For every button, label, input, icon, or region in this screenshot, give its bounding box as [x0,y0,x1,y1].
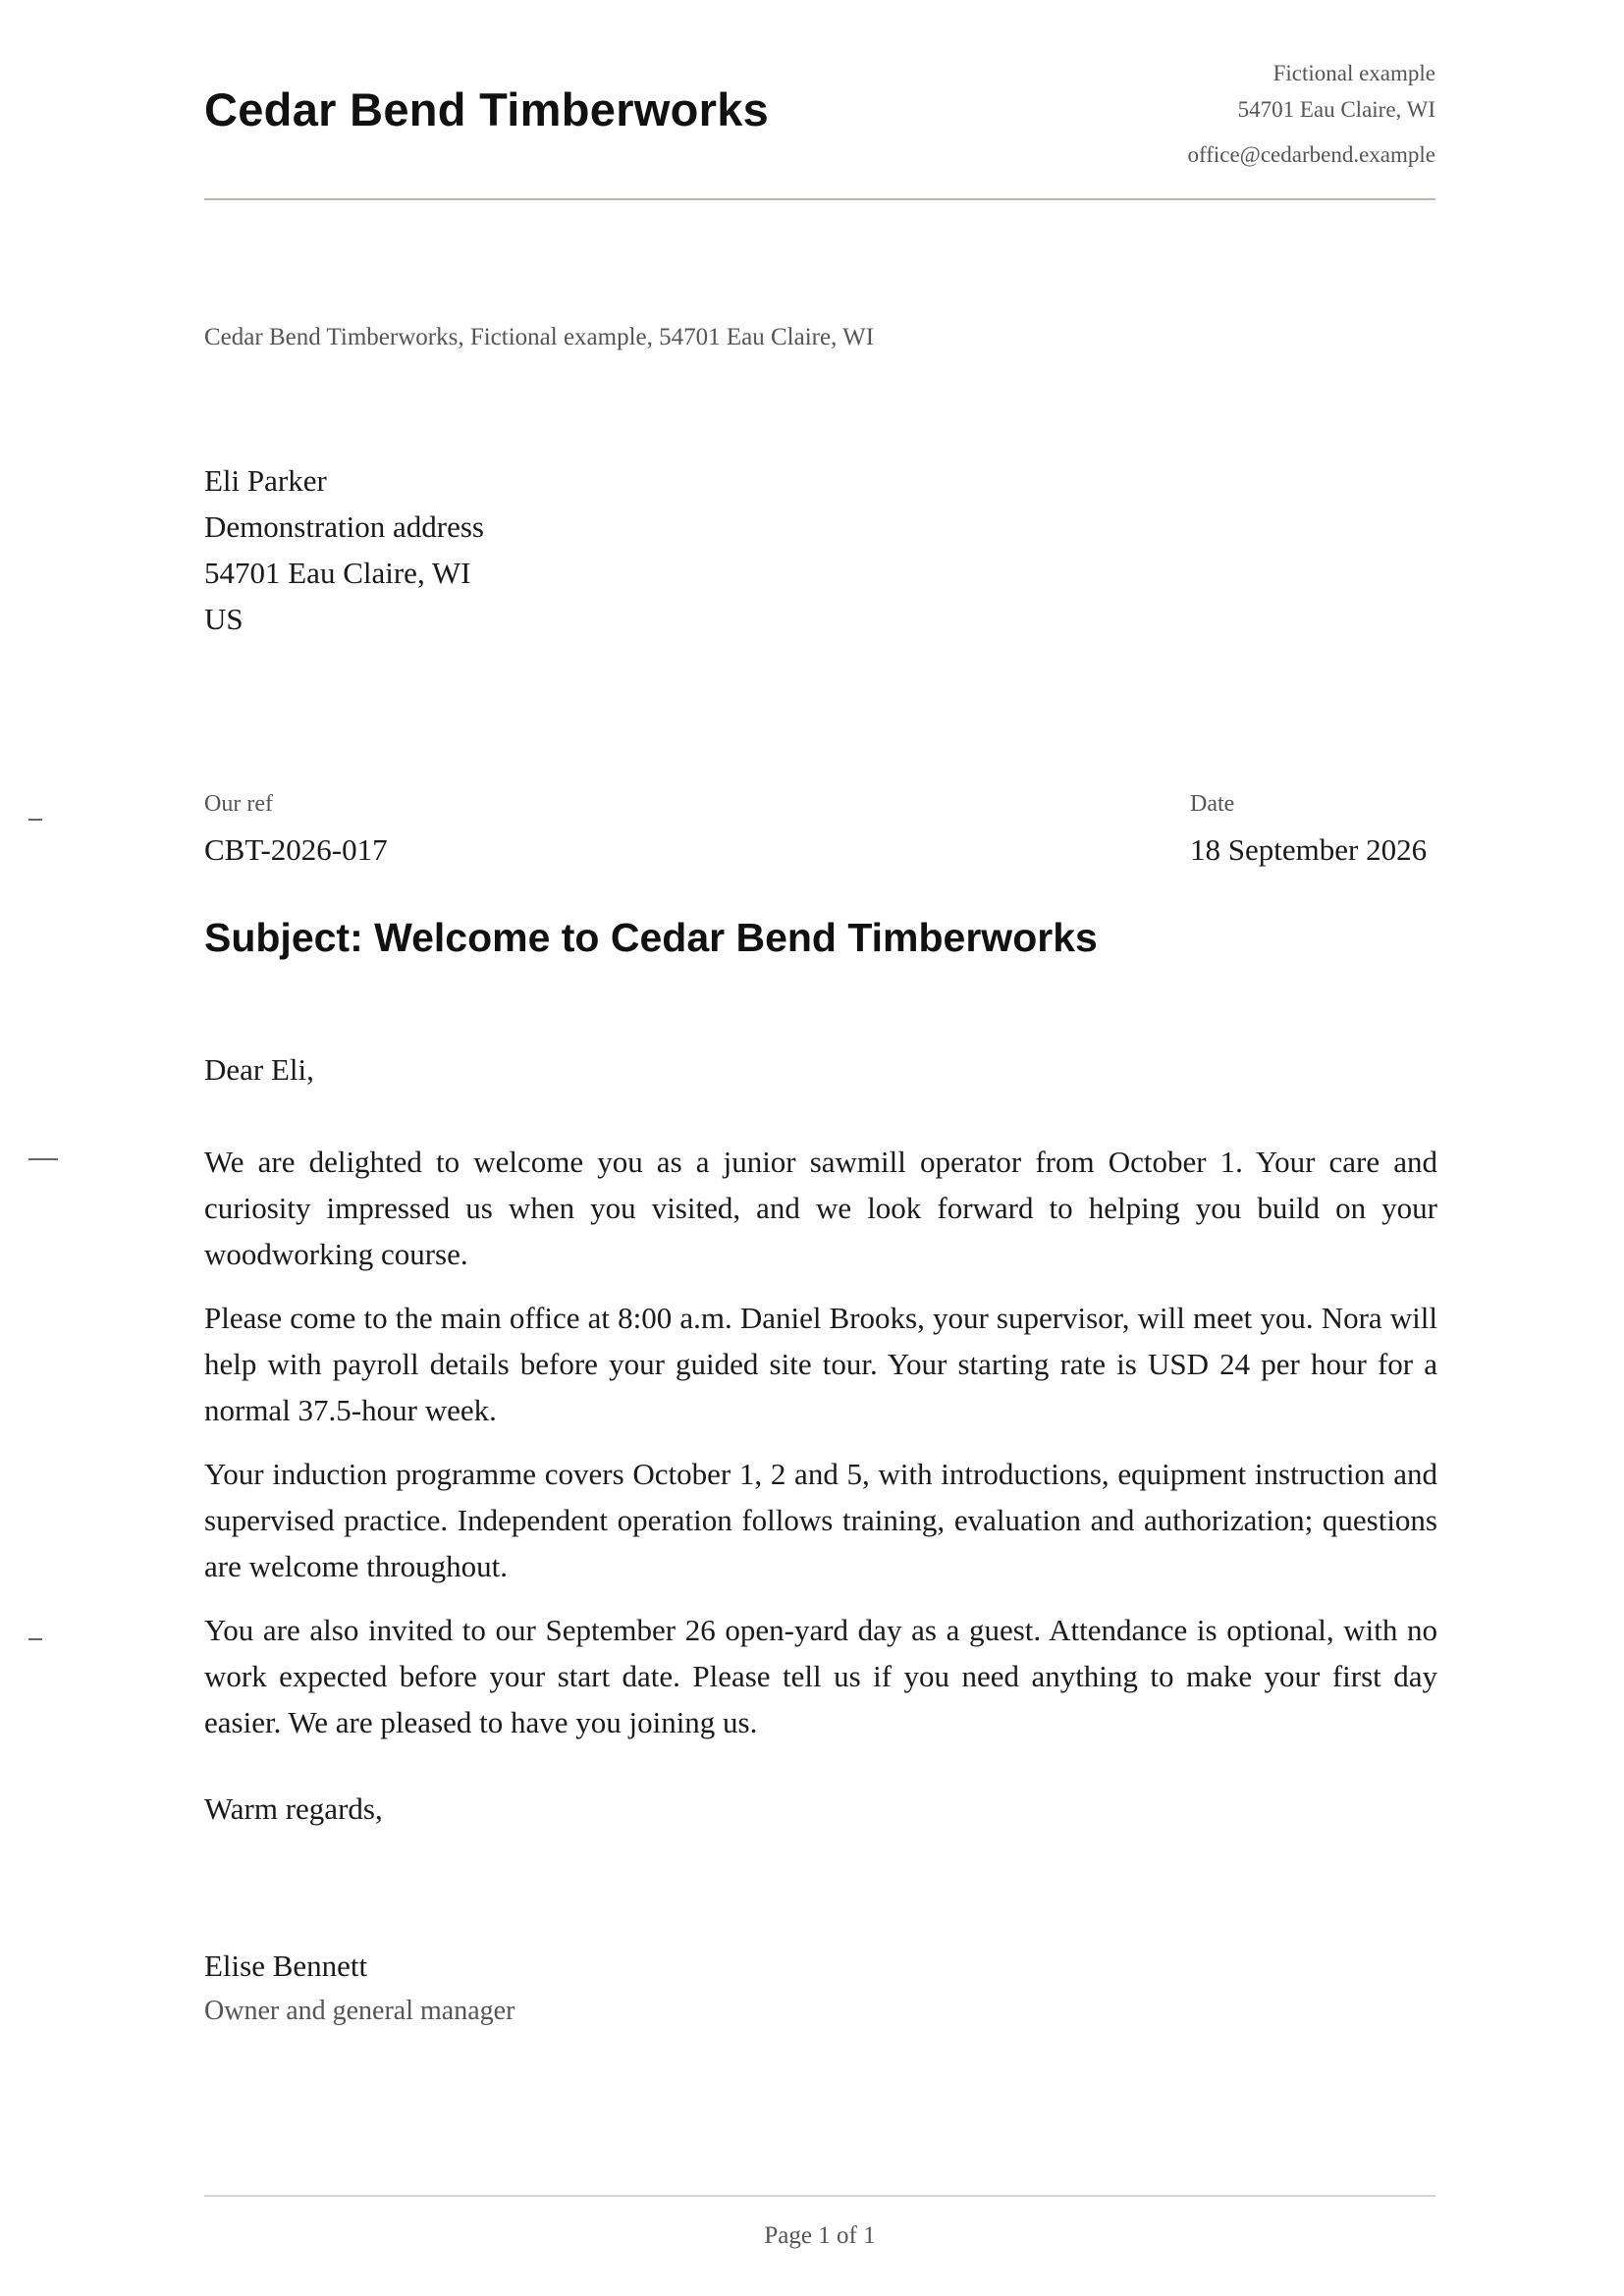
punch-mark [28,1158,58,1160]
reference-label: Our ref [204,791,273,817]
company-contact [1187,55,1435,173]
company-name: Cedar Bend Timberworks [204,83,770,135]
fold-mark [28,1638,42,1640]
body-paragraph: We are delighted to welcome you as a junior sawmill operator from October 1. Your care and curiosity impressed us when you visited, and we look forward to helping you build on your woodworking course. [204,1145,1437,1271]
footer-divider [204,2195,1435,2197]
header-divider [204,198,1435,200]
recipient-name: Eli Parker [204,463,327,498]
recipient-address [204,457,484,642]
contact-line-1: Fictional example [1272,61,1435,85]
return-address: Cedar Bend Timberworks, Fictional example, 54701 Eau Claire, WI [204,324,875,350]
letter-body [204,1139,1437,1763]
recipient-city: 54701 Eau Claire, WI [204,556,471,590]
body-paragraph: You are also invited to our September 26 open-yard day as a guest. Attendance is optional, with no work expected before your start date. Please tell us if you need anything to make your first day easier. We are pleased to have you joining us. [204,1613,1437,1739]
body-paragraph: Your induction programme covers October 1, 2 and 5, with introductions, equipment instruction and supervised practice. Independent operation follows training, evaluation and authorization; questions are welcome throughout. [204,1457,1437,1583]
date-label: Date [1190,791,1235,817]
closing: Warm regards, [204,1791,383,1826]
subject-line: Subject: Welcome to Cedar Bend Timberworks [204,915,1098,960]
signer-title: Owner and general manager [204,1996,515,2026]
body-paragraph: Please come to the main office at 8:00 a.m. Daniel Brooks, your supervisor, will meet you. Nora will help with payroll details before your guided site tour. Your starting rate is USD 24 per hour for a normal 37.5-hour week. [204,1301,1437,1427]
fold-mark [28,819,42,821]
recipient-country: US [204,602,244,636]
signer-name: Elise Bennett [204,1949,368,1983]
page-number: Page 1 of 1 [764,2222,876,2249]
contact-line-2: 54701 Eau Claire, WI [1237,97,1435,122]
recipient-street: Demonstration address [204,509,484,544]
company-email: office@cedarbend.example [1187,142,1435,167]
date-value: 18 September 2026 [1190,832,1428,867]
salutation: Dear Eli, [204,1052,314,1087]
reference-value: CBT-2026-017 [204,832,388,867]
